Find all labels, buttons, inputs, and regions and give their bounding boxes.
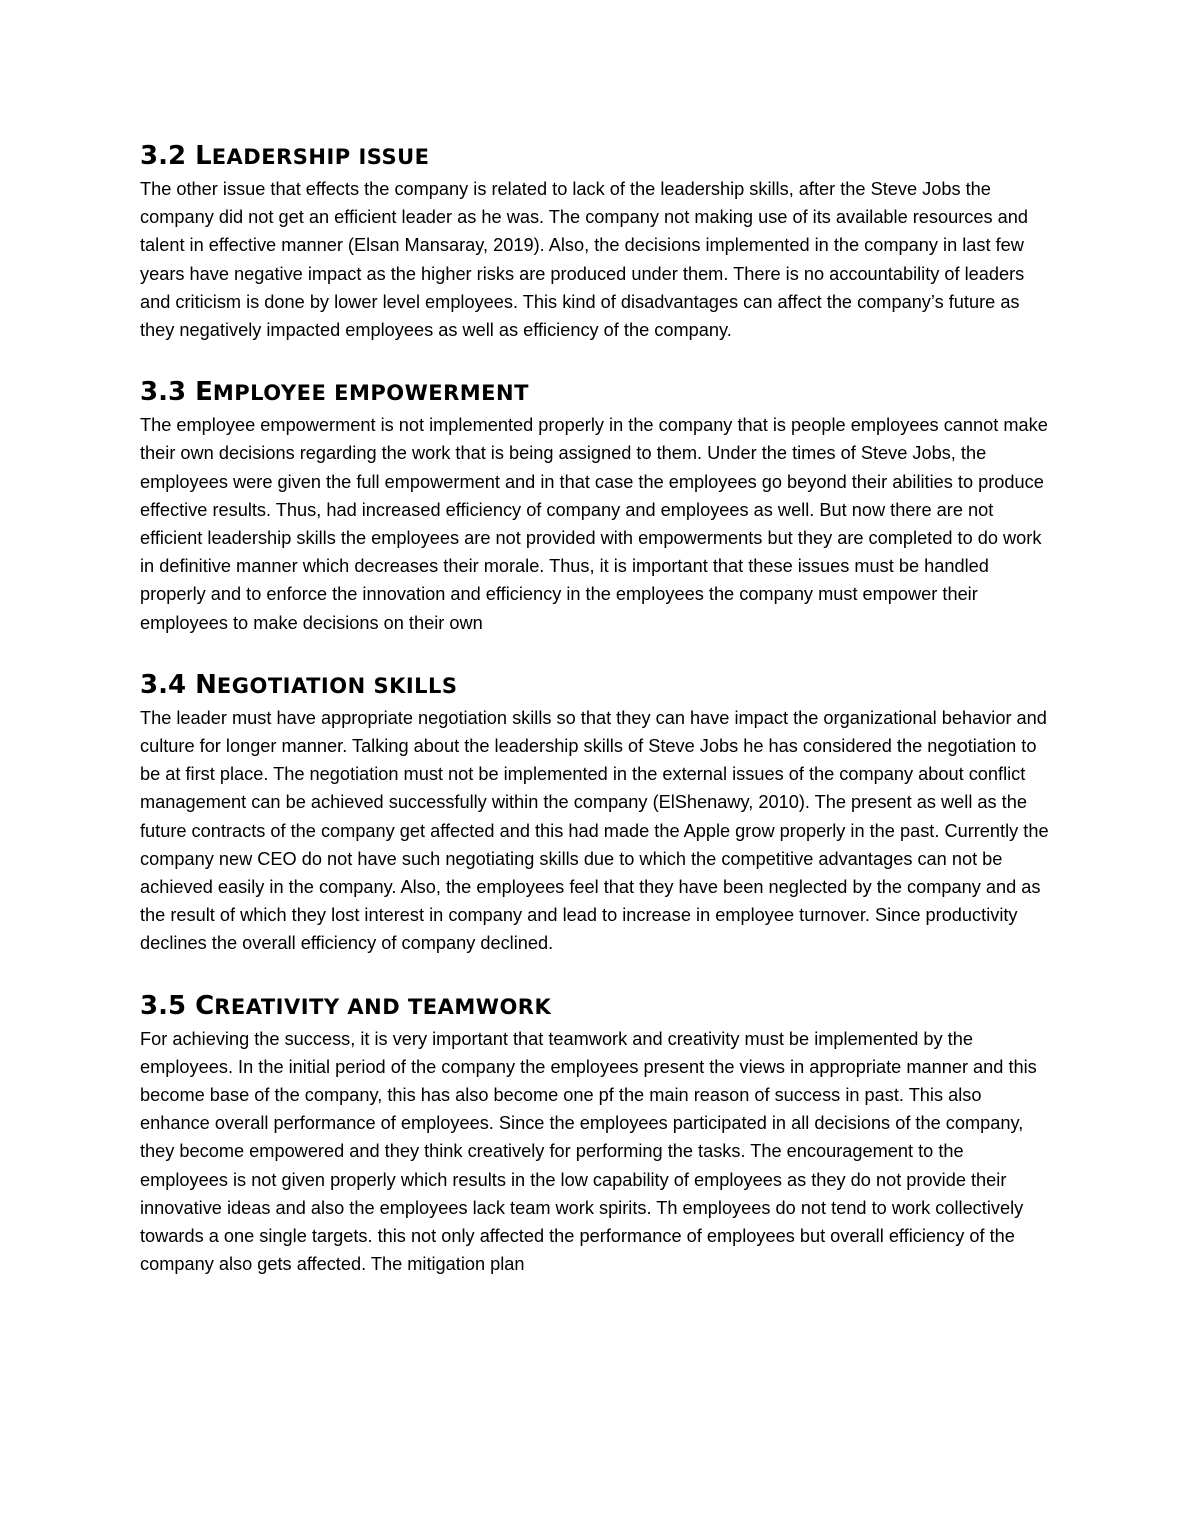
section-paragraph: For achieving the success, it is very important that teamwork and creativity must be implemented by the employees. In the initial period of the company the employees present the views in appropriate manner and this become base of the company, this has also become one pf the main reason of success in past. This also enhance overall performance of employees. Since the employees participated in all decisions of the company, they become empowered and they think creatively for performing the tasks. The encouragement to the employees is not given properly which results in the low capability of employees as they do not provide their innovative ideas and also the employees lack team work spirits. Th employees do not tend to work collectively towards a one single targets. this not only affected the performance of employees but overall efficiency of the company also gets affected. The mitigation plan [140, 1028, 1037, 1275]
section-title-initial: N [195, 669, 217, 700]
section-paragraph: The leader must have appropriate negotiation skills so that they can have impact the organizational behavior and culture for longer manner. Talking about the leadership skills of Steve Jobs he has considered the negotiation to be at first place. The negotiation must not be implemented in the external issues of the company about conflict management can be achieved successfully within the company (ElShenawy, 2010). The present as well as the future contracts of the company get affected and this had made the Apple grow properly in the past. Currently the company new CEO do not have such negotiating skills due to which the competitive advantages can not be achieved easily in the company. Also, the employees feel that they have been neglected by the company and as the result of which they lost interest in company and lead to increase in employee turnover. Since productivity declines the overall efficiency of company declined. [140, 707, 1049, 954]
document-page [140, 138, 1055, 1279]
section-title-rest: REATIVITY AND TEAMWORK [214, 994, 552, 1019]
section-negotiation-skills [140, 667, 1055, 958]
section-heading [140, 988, 1055, 1025]
section-number: 3.4 [140, 669, 187, 700]
section-title-initial: L [195, 141, 212, 171]
section-heading [140, 138, 1055, 175]
section-number: 3.2 [140, 141, 187, 171]
section-heading [140, 667, 1055, 704]
section-paragraph: The employee empowerment is not implemented properly in the company that is people employees cannot make their own decisions regarding the work that is being assigned to them. Under the times of Steve Jobs, the employees were given the full empowerment and in that case the employees go beyond their abilities to produce effective results. Thus, had increased efficiency of company and employees as well. But now there are not efficient leadership skills the employees are not provided with empowerments but they are completed to do work in definitive manner which decreases their morale. Thus, it is important that these issues must be handled properly and to enforce the innovation and efficiency in the employees the company must empower their employees to make decisions on their own [140, 415, 1048, 633]
section-title-rest: MPLOYEE EMPOWERMENT [212, 381, 529, 406]
section-creativity-and-teamwork [140, 988, 1055, 1279]
section-title-initial: C [195, 990, 215, 1021]
section-heading [140, 374, 1055, 411]
section-paragraph: The other issue that effects the company is related to lack of the leadership skills, after the Steve Jobs the company did not get an efficient leader as he was. The company not making use of its available resources and talent in effective manner (Elsan Mansaray, 2019). Also, the decisions implemented in the company in last few years have negative impact as the higher risks are produced under them. There is no accountability of leaders and criticism is done by lower level employees. This kind of disadvantages can affect the company’s future as they negatively impacted employees as well as efficiency of the company. [140, 179, 1029, 341]
section-title-rest: EGOTIATION SKILLS [216, 673, 458, 698]
section-leadership-issue [140, 138, 1055, 344]
section-title-initial: E [195, 377, 213, 408]
section-employee-empowerment [140, 374, 1055, 637]
section-number: 3.5 [140, 990, 187, 1021]
section-title-rest: EADERSHIP ISSUE [211, 145, 430, 169]
section-number: 3.3 [140, 377, 187, 408]
